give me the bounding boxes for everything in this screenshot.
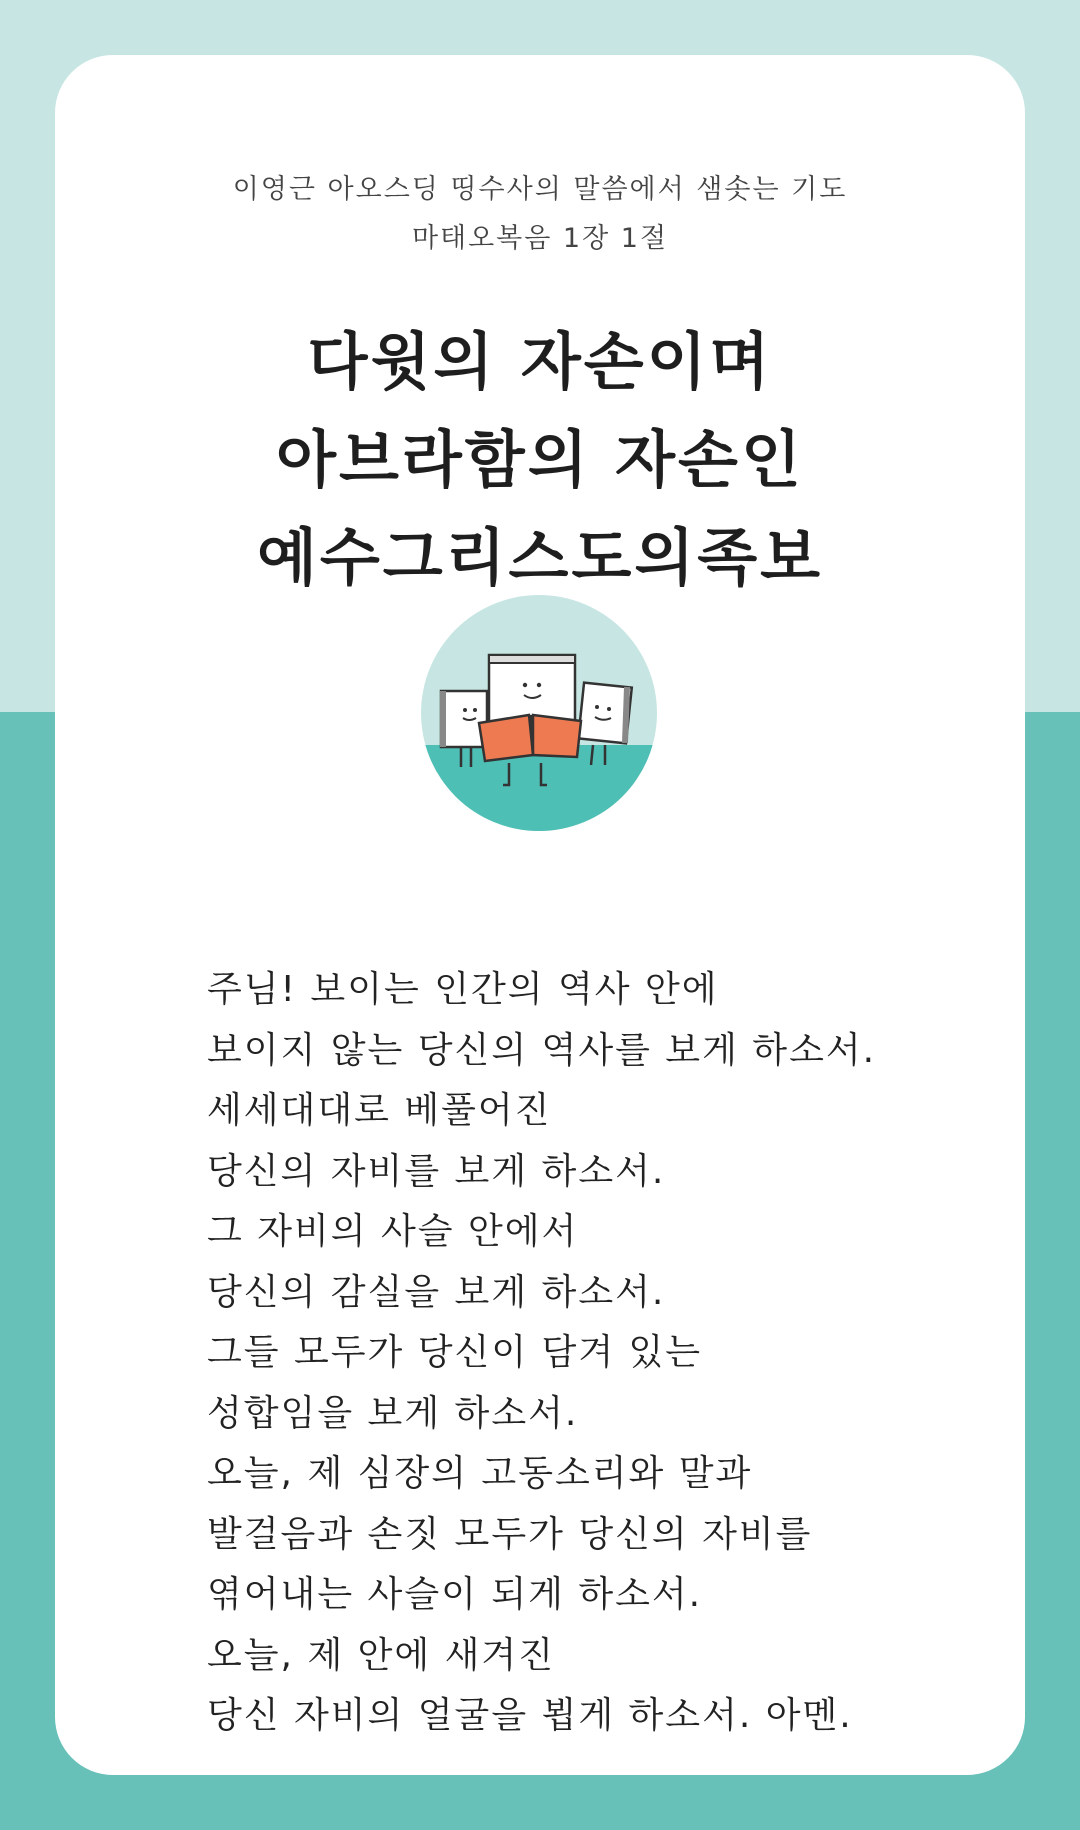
prayer-line: 당신 자비의 얼굴을 뵙게 하소서. 아멘. [207,1695,853,1736]
prayer-line: 당신의 자비를 보게 하소서. [207,1150,666,1192]
prayer-line: 세세대대로 베풀어진 [207,1090,552,1131]
reading-characters-illustration [421,595,657,831]
author-line: 이영근 아오스딩 띵수사의 말씀에서 샘솟는 기도 [232,174,848,205]
prayer-line: 오늘, 제 안에 새겨진 [207,1634,555,1676]
page-title [55,313,1025,607]
prayer-line: 엮어내는 사슬이 되게 하소서. [207,1574,703,1615]
title-line-2: 아브라함의 자손인 [276,423,804,496]
title-line-3: 예수그리스도의족보 [256,521,824,594]
prayer-line: 성합임을 보게 하소서. [207,1392,579,1434]
prayer-line: 그 자비의 사슬 안에서 [207,1211,579,1252]
prayer-line: 그들 모두가 당신이 담겨 있는 [207,1332,703,1373]
prayer-card [55,55,1025,1775]
title-line-1: 다윗의 자손이며 [307,325,773,398]
prayer-line: 오늘, 제 심장의 고동소리와 말과 [207,1453,753,1494]
prayer-line: 발걸음과 손짓 모두가 당신의 자비를 [207,1513,813,1555]
prayer-line: 보이지 않는 당신의 역사를 보게 하소서. [207,1029,877,1071]
open-book-icon [479,715,581,761]
scripture-reference: 마태오복음 1장 1절 [411,223,669,254]
prayer-line: 주님! 보이는 인간의 역사 안에 [207,969,719,1010]
prayer-text [207,960,967,1747]
prayer-line: 당신의 감실을 보게 하소서. [207,1271,666,1313]
